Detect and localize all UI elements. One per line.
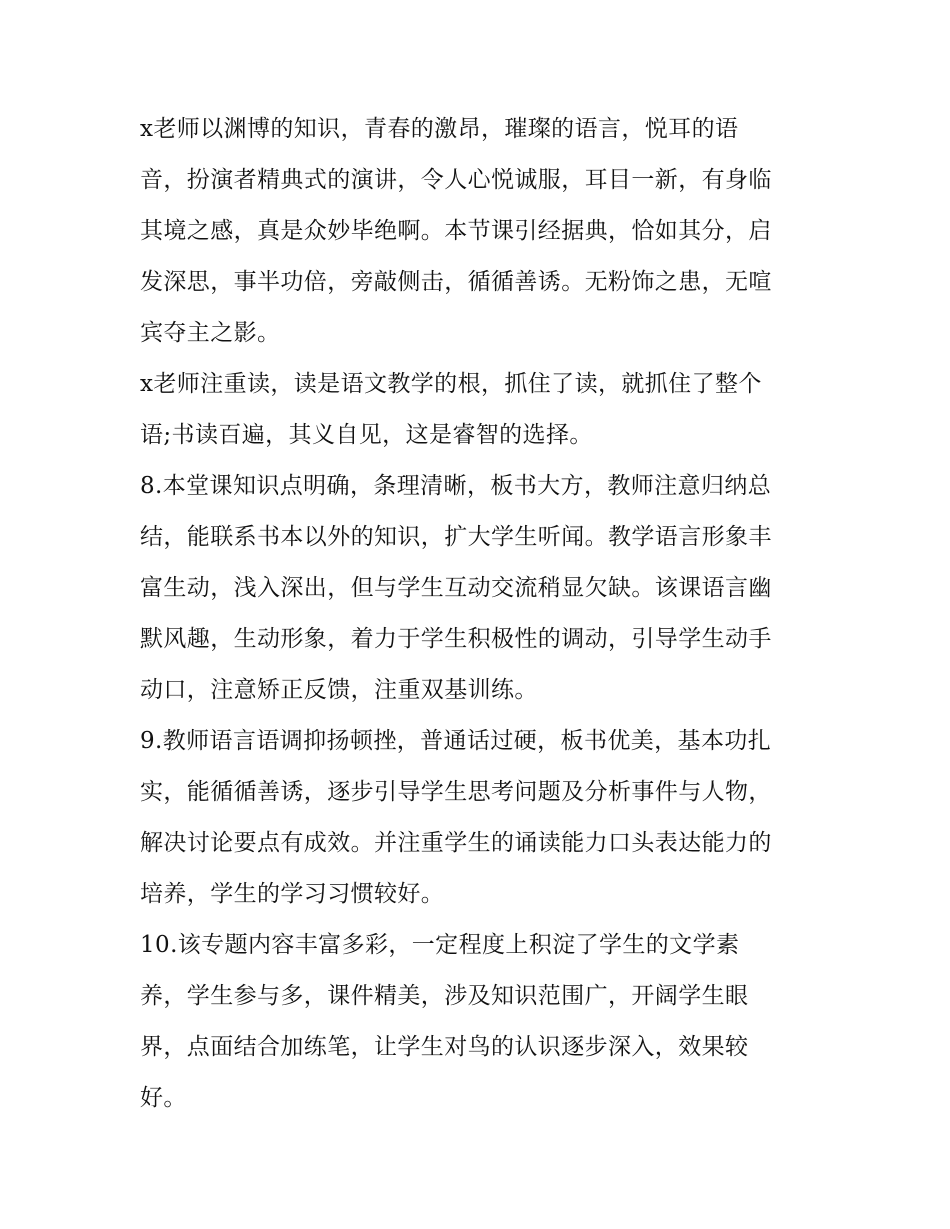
text-line: 宾夺主之影。	[140, 320, 281, 346]
text-line: 语;书读百遍，其义自见，这是睿智的选择。	[140, 422, 593, 448]
text-line: 培养，学生的学习习惯较好。	[140, 881, 445, 907]
text-line: 界，点面结合加练笔，让学生对鸟的认识逐步深入，效果较	[140, 1034, 749, 1060]
text-line: 养，学生参与多，课件精美，涉及知识范围广，开阔学生眼	[140, 983, 749, 1009]
text-line: 默风趣，生动形象，着力于学生积极性的调动，引导学生动手	[140, 626, 772, 652]
paragraph-10	[140, 920, 820, 1124]
text-line: 8.本堂课知识点明确，条理清晰，板书大方，教师注意归纳总	[140, 473, 772, 499]
text-line: 音，扮演者精典式的演讲，令人心悦诚服，耳目一新，有身临	[140, 167, 772, 193]
paragraph-2	[140, 359, 820, 461]
text-line: 9.教师语言语调抑扬顿挫，普通话过硬，板书优美，基本功扎	[140, 728, 772, 754]
text-line: 好。	[140, 1085, 187, 1111]
text-line: 实，能循循善诱，逐步引导学生思考问题及分析事件与人物，	[140, 779, 772, 805]
paragraph-9	[140, 716, 820, 920]
text-line: 动口，注意矫正反馈，注重双基训练。	[140, 677, 538, 703]
text-line: 富生动，浅入深出，但与学生互动交流稍显欠缺。该课语言幽	[140, 575, 772, 601]
document-body	[140, 104, 820, 1124]
text-line: 解决讨论要点有成效。并注重学生的诵读能力口头表达能力的	[140, 830, 772, 856]
text-line: x老师注重读，读是语文教学的根，抓住了读，就抓住了整个	[140, 371, 762, 397]
text-line: 10.该专题内容丰富多彩，一定程度上积淀了学生的文学素	[140, 932, 740, 958]
text-line: x老师以渊博的知识，青春的激昂，璀璨的语言，悦耳的语	[140, 116, 739, 142]
text-line: 发深思，事半功倍，旁敲侧击，循循善诱。无粉饰之患，无喧	[140, 269, 772, 295]
paragraph-1	[140, 104, 820, 359]
paragraph-8	[140, 461, 820, 716]
text-line: 其境之感，真是众妙毕绝啊。本节课引经据典，恰如其分，启	[140, 218, 772, 244]
text-line: 结，能联系书本以外的知识，扩大学生听闻。教学语言形象丰	[140, 524, 772, 550]
